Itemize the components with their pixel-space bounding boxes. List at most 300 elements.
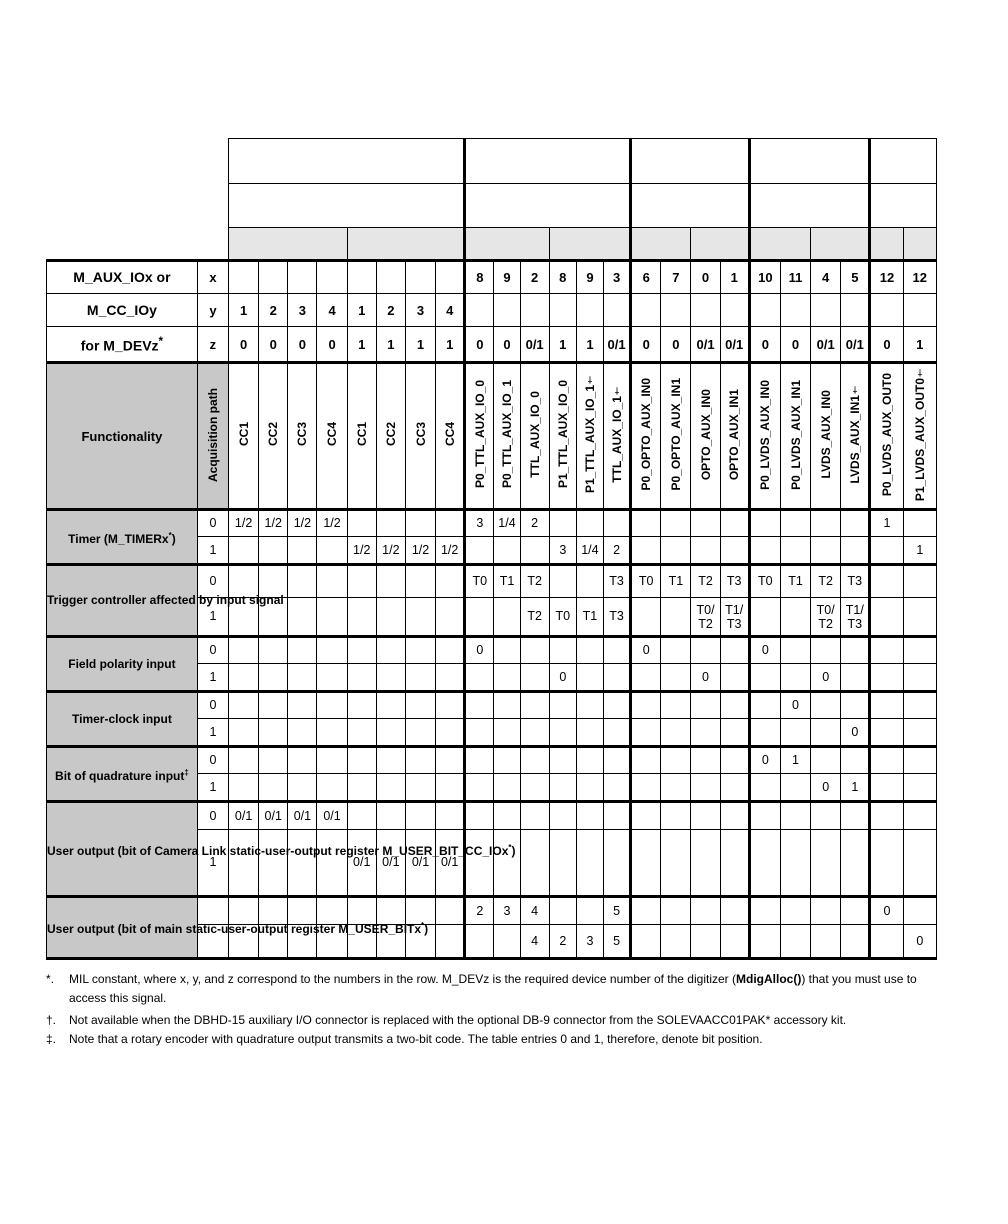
param-cell: 0 xyxy=(691,261,720,294)
param-cell: 1 xyxy=(436,327,465,363)
signal-name-text xyxy=(789,380,803,490)
value-cell xyxy=(720,774,749,802)
value-cell: T1/ T3 xyxy=(841,598,870,637)
value-cell: 1 xyxy=(780,747,810,774)
value-cell xyxy=(749,598,780,637)
value-cell xyxy=(347,692,376,719)
value-cell xyxy=(691,897,720,925)
value-cell: 1/2 xyxy=(259,510,288,537)
group-title xyxy=(631,139,750,184)
value-cell xyxy=(811,830,841,897)
signal-label: P0_OPTO_AUX_IN0 xyxy=(639,378,654,491)
param-cell: 3 xyxy=(288,294,317,327)
acquisition-path: 0 xyxy=(197,747,228,774)
signal-name xyxy=(376,363,405,510)
value-cell xyxy=(903,747,936,774)
param-cell xyxy=(903,294,936,327)
signal-name-text xyxy=(819,390,833,478)
value-cell xyxy=(903,692,936,719)
value-cell xyxy=(841,830,870,897)
value-cell: 0/1 xyxy=(229,802,259,830)
value-cell xyxy=(661,537,691,565)
label-tail: ) xyxy=(171,531,176,546)
value-cell xyxy=(465,925,494,959)
signal-name xyxy=(691,363,720,510)
value-cell xyxy=(259,637,288,664)
signal-name xyxy=(229,363,259,510)
value-cell xyxy=(661,598,691,637)
value-cell xyxy=(870,925,903,959)
param-cell xyxy=(720,294,749,327)
value-cell xyxy=(520,719,549,747)
param-cell: 0/1 xyxy=(841,327,870,363)
connector-number xyxy=(347,228,465,261)
value-cell xyxy=(604,637,631,664)
footnote-mark: *. xyxy=(46,972,55,986)
connector-number xyxy=(811,228,870,261)
value-cell xyxy=(229,830,259,897)
value-cell xyxy=(631,537,661,565)
param-cell: 3 xyxy=(405,294,435,327)
signal-name-text xyxy=(443,422,457,446)
param-cell: 1 xyxy=(549,327,576,363)
value-cell xyxy=(720,830,749,897)
value-cell xyxy=(317,637,347,664)
value-cell xyxy=(405,637,435,664)
signal-label: CC1 xyxy=(354,422,369,447)
param-cell xyxy=(780,294,810,327)
signal-label: TTL_AUX_IO_1 xyxy=(609,396,624,483)
param-cell: 0 xyxy=(465,327,494,363)
connector-number xyxy=(229,228,348,261)
value-cell xyxy=(749,897,780,925)
value-cell: 0/1 xyxy=(259,802,288,830)
signal-name-text xyxy=(325,422,339,446)
value-cell xyxy=(780,925,810,959)
value-cell xyxy=(691,510,720,537)
value-cell xyxy=(631,719,661,747)
value-cell: T1 xyxy=(661,565,691,598)
function-label xyxy=(47,897,429,959)
value-cell xyxy=(811,692,841,719)
value-cell xyxy=(691,537,720,565)
value-cell: 0 xyxy=(691,664,720,692)
param-cell: 1 xyxy=(576,327,603,363)
value-cell xyxy=(576,802,603,830)
value-cell: T3 xyxy=(604,598,631,637)
value-cell xyxy=(903,598,936,637)
param-cell: 0 xyxy=(317,327,347,363)
value-cell xyxy=(405,719,435,747)
value-cell: 0 xyxy=(549,664,576,692)
acquisition-path: 1 xyxy=(197,830,228,897)
value-cell: 0 xyxy=(749,747,780,774)
param-cell xyxy=(604,294,631,327)
value-cell xyxy=(576,719,603,747)
param-cell xyxy=(549,294,576,327)
value-cell xyxy=(749,774,780,802)
param-cell xyxy=(465,294,494,327)
value-cell xyxy=(405,598,435,637)
value-cell: 1 xyxy=(903,537,936,565)
value-cell xyxy=(549,510,576,537)
value-cell xyxy=(870,692,903,719)
signal-name-text xyxy=(639,378,653,491)
signal-name xyxy=(811,363,841,510)
value-cell xyxy=(661,664,691,692)
signal-name xyxy=(870,363,903,510)
value-cell xyxy=(288,664,317,692)
value-cell xyxy=(229,719,259,747)
value-cell: T0 xyxy=(465,565,494,598)
signal-name xyxy=(317,363,347,510)
value-cell xyxy=(631,598,661,637)
value-cell xyxy=(691,925,720,959)
value-cell xyxy=(780,897,810,925)
signal-label: LVDS_AUX_IN0 xyxy=(818,390,833,479)
footnote-mark: * xyxy=(158,335,164,349)
value-cell xyxy=(780,802,810,830)
group-title xyxy=(465,139,631,184)
value-cell: T2 xyxy=(520,598,549,637)
signal-name-text xyxy=(880,373,894,496)
acquisition-path: 0 xyxy=(197,565,228,598)
value-cell: 1/4 xyxy=(576,537,603,565)
functionality-header: Functionality xyxy=(47,363,198,510)
param-cell: 0 xyxy=(288,327,317,363)
value-cell: 0 xyxy=(811,664,841,692)
footnote-mark: * xyxy=(421,921,425,930)
value-cell xyxy=(317,747,347,774)
value-cell: T0 xyxy=(749,565,780,598)
label-tail: ) xyxy=(511,843,516,858)
value-cell xyxy=(604,692,631,719)
value-cell xyxy=(520,747,549,774)
value-cell xyxy=(720,897,749,925)
value-cell: 2 xyxy=(520,510,549,537)
value-cell: T0/ T2 xyxy=(811,598,841,637)
param-cell: 9 xyxy=(576,261,603,294)
param-var: x xyxy=(197,261,228,294)
signal-label: OPTO_AUX_IN0 xyxy=(698,388,713,481)
value-cell xyxy=(811,747,841,774)
value-cell xyxy=(903,719,936,747)
value-cell xyxy=(720,637,749,664)
value-cell xyxy=(347,664,376,692)
value-cell xyxy=(229,897,259,925)
value-cell xyxy=(870,598,903,637)
value-cell xyxy=(465,692,494,719)
value-cell xyxy=(661,830,691,897)
value-cell xyxy=(549,774,576,802)
value-cell xyxy=(841,510,870,537)
param-var: z xyxy=(197,327,228,363)
value-cell xyxy=(405,510,435,537)
param-cell xyxy=(259,261,288,294)
value-cell: T3 xyxy=(720,565,749,598)
dagger-mark: † xyxy=(849,385,860,396)
value-cell xyxy=(631,692,661,719)
function-label-text: Field polarity input xyxy=(68,656,176,671)
acquisition-path-header xyxy=(197,363,228,510)
param-cell: 12 xyxy=(870,261,903,294)
value-cell: 0/1 xyxy=(317,802,347,830)
function-label xyxy=(47,565,284,637)
value-cell xyxy=(465,719,494,747)
acquisition-path: 1 xyxy=(197,774,228,802)
dagger-mark: † xyxy=(914,367,925,378)
value-cell xyxy=(317,719,347,747)
value-cell xyxy=(259,897,288,925)
param-cell xyxy=(841,294,870,327)
value-cell xyxy=(376,637,405,664)
label-tail: ) xyxy=(424,922,429,936)
value-cell: T1 xyxy=(780,565,810,598)
value-cell xyxy=(841,925,870,959)
value-cell xyxy=(347,802,376,830)
signal-name xyxy=(549,363,576,510)
value-cell xyxy=(780,830,810,897)
value-cell xyxy=(288,598,317,637)
value-cell xyxy=(720,802,749,830)
value-cell xyxy=(841,692,870,719)
value-cell xyxy=(631,925,661,959)
value-cell: 0 xyxy=(811,774,841,802)
value-cell: 0 xyxy=(841,719,870,747)
group-title xyxy=(749,139,870,184)
param-cell xyxy=(317,261,347,294)
value-cell xyxy=(376,747,405,774)
param-cell: 2 xyxy=(520,261,549,294)
value-cell xyxy=(259,537,288,565)
value-cell xyxy=(691,719,720,747)
value-cell xyxy=(405,664,435,692)
signal-name xyxy=(841,363,870,510)
value-cell xyxy=(549,802,576,830)
value-cell xyxy=(494,747,520,774)
value-cell xyxy=(576,565,603,598)
param-var: y xyxy=(197,294,228,327)
value-cell xyxy=(520,637,549,664)
param-cell xyxy=(661,294,691,327)
value-cell: T1/ T3 xyxy=(720,598,749,637)
value-cell xyxy=(631,830,661,897)
value-cell xyxy=(549,719,576,747)
signal-name-text xyxy=(913,368,927,501)
value-cell: 0 xyxy=(465,637,494,664)
param-cell xyxy=(288,261,317,294)
value-cell xyxy=(604,830,631,897)
value-cell xyxy=(436,565,465,598)
footnote-text xyxy=(69,970,926,1008)
param-cell: 7 xyxy=(661,261,691,294)
function-label xyxy=(47,747,198,802)
value-cell xyxy=(288,747,317,774)
value-cell xyxy=(288,637,317,664)
value-cell xyxy=(288,565,317,598)
value-cell xyxy=(841,897,870,925)
param-cell: 3 xyxy=(604,261,631,294)
connector-label xyxy=(631,184,750,228)
connector-number xyxy=(870,228,903,261)
value-cell xyxy=(436,747,465,774)
signal-name xyxy=(520,363,549,510)
value-cell xyxy=(749,719,780,747)
value-cell: T0 xyxy=(549,598,576,637)
acquisition-path: 0 xyxy=(197,510,228,537)
param-cell: 0 xyxy=(780,327,810,363)
param-cell: 0 xyxy=(661,327,691,363)
value-cell xyxy=(465,774,494,802)
value-cell xyxy=(631,897,661,925)
param-cell xyxy=(494,294,520,327)
param-cell: 0/1 xyxy=(720,327,749,363)
value-cell xyxy=(405,565,435,598)
value-cell xyxy=(811,537,841,565)
signal-name xyxy=(720,363,749,510)
value-cell xyxy=(604,747,631,774)
signal-name-text xyxy=(669,378,683,491)
param-cell: 1 xyxy=(903,327,936,363)
value-cell xyxy=(317,897,347,925)
param-cell xyxy=(811,294,841,327)
value-cell xyxy=(661,774,691,802)
param-cell: 0 xyxy=(749,327,780,363)
footnote-mark: * xyxy=(168,530,172,540)
value-cell: T2 xyxy=(691,565,720,598)
value-cell: 3 xyxy=(549,537,576,565)
value-cell xyxy=(436,510,465,537)
value-cell: 4 xyxy=(520,925,549,959)
signal-label: CC1 xyxy=(236,422,251,447)
signal-name xyxy=(903,363,936,510)
param-cell: 0/1 xyxy=(520,327,549,363)
value-cell xyxy=(549,692,576,719)
param-cell: 1 xyxy=(405,327,435,363)
value-cell: 3 xyxy=(576,925,603,959)
value-cell: 2 xyxy=(465,897,494,925)
value-cell xyxy=(780,598,810,637)
value-cell xyxy=(405,802,435,830)
value-cell: T3 xyxy=(841,565,870,598)
signal-name xyxy=(494,363,520,510)
param-cell: 1 xyxy=(229,294,259,327)
value-cell xyxy=(749,692,780,719)
value-cell xyxy=(347,747,376,774)
value-cell xyxy=(903,897,936,925)
value-cell xyxy=(811,719,841,747)
value-cell xyxy=(436,664,465,692)
value-cell xyxy=(494,637,520,664)
value-cell xyxy=(288,719,317,747)
signal-label: P0_OPTO_AUX_IN1 xyxy=(668,378,683,491)
value-cell xyxy=(376,774,405,802)
signal-name xyxy=(288,363,317,510)
value-cell: T0/ T2 xyxy=(691,598,720,637)
value-cell xyxy=(576,747,603,774)
value-cell xyxy=(347,897,376,925)
value-cell: T1 xyxy=(494,565,520,598)
value-cell xyxy=(436,802,465,830)
footnote-text-a: Not available when the DBHD-15 auxiliary I/O connector is replaced with the optional DB-9 connector from the SOLEVAACC01PAK* accessory kit. xyxy=(69,1013,847,1027)
param-cell: 2 xyxy=(376,294,405,327)
footnote-mark: ‡. xyxy=(46,1032,57,1046)
acquisition-path: 1 xyxy=(197,598,228,637)
signal-name-text xyxy=(556,380,570,488)
signal-label: CC4 xyxy=(325,422,340,447)
signal-label: P1_TTL_AUX_IO_1 xyxy=(582,385,597,494)
value-cell xyxy=(576,774,603,802)
value-cell xyxy=(631,747,661,774)
value-cell xyxy=(288,830,317,897)
value-cell xyxy=(604,664,631,692)
value-cell xyxy=(749,510,780,537)
function-label xyxy=(47,637,198,692)
value-cell: 0/1 xyxy=(288,802,317,830)
signal-label: P0_TTL_AUX_IO_0 xyxy=(472,380,487,489)
param-label-text: M_AUX_IOx or xyxy=(73,269,171,285)
param-cell xyxy=(749,294,780,327)
signal-name xyxy=(749,363,780,510)
acquisition-path: 0 xyxy=(197,802,228,830)
connector-number xyxy=(749,228,810,261)
footnote xyxy=(46,970,926,1008)
value-cell xyxy=(870,637,903,664)
dagger-mark: † xyxy=(611,386,622,397)
footnote-mark: ‡ xyxy=(184,767,189,777)
connector-label xyxy=(229,184,465,228)
function-name: MdigAlloc() xyxy=(736,972,802,986)
connector-number xyxy=(903,228,936,261)
value-cell xyxy=(720,664,749,692)
value-cell: 1 xyxy=(841,774,870,802)
value-cell xyxy=(259,692,288,719)
function-label xyxy=(47,692,198,747)
signal-label: CC4 xyxy=(442,422,457,447)
value-cell xyxy=(720,925,749,959)
value-cell xyxy=(903,510,936,537)
value-cell xyxy=(870,802,903,830)
value-cell xyxy=(347,598,376,637)
connector-label xyxy=(870,184,937,228)
value-cell xyxy=(780,664,810,692)
value-cell xyxy=(661,747,691,774)
value-cell xyxy=(317,774,347,802)
value-cell: 2 xyxy=(549,925,576,959)
value-cell xyxy=(661,925,691,959)
signal-label: P1_LVDS_AUX_OUT0 xyxy=(912,377,927,502)
param-label xyxy=(47,261,198,294)
value-cell xyxy=(347,774,376,802)
value-cell xyxy=(691,747,720,774)
acquisition-path: 1 xyxy=(197,537,228,565)
value-cell: 3 xyxy=(465,510,494,537)
value-cell xyxy=(870,537,903,565)
connector-label xyxy=(465,184,631,228)
value-cell: 1/2 xyxy=(229,510,259,537)
signal-label: LVDS_AUX_IN1 xyxy=(847,395,862,484)
value-cell xyxy=(288,774,317,802)
value-cell xyxy=(376,565,405,598)
signal-label: TTL_AUX_IO_0 xyxy=(527,391,542,478)
value-cell: 0 xyxy=(780,692,810,719)
signal-name-text xyxy=(610,386,624,483)
param-cell: 2 xyxy=(259,294,288,327)
value-cell xyxy=(604,510,631,537)
value-cell xyxy=(376,719,405,747)
footnote-mark: †. xyxy=(46,1013,57,1027)
value-cell: 0 xyxy=(631,637,661,664)
